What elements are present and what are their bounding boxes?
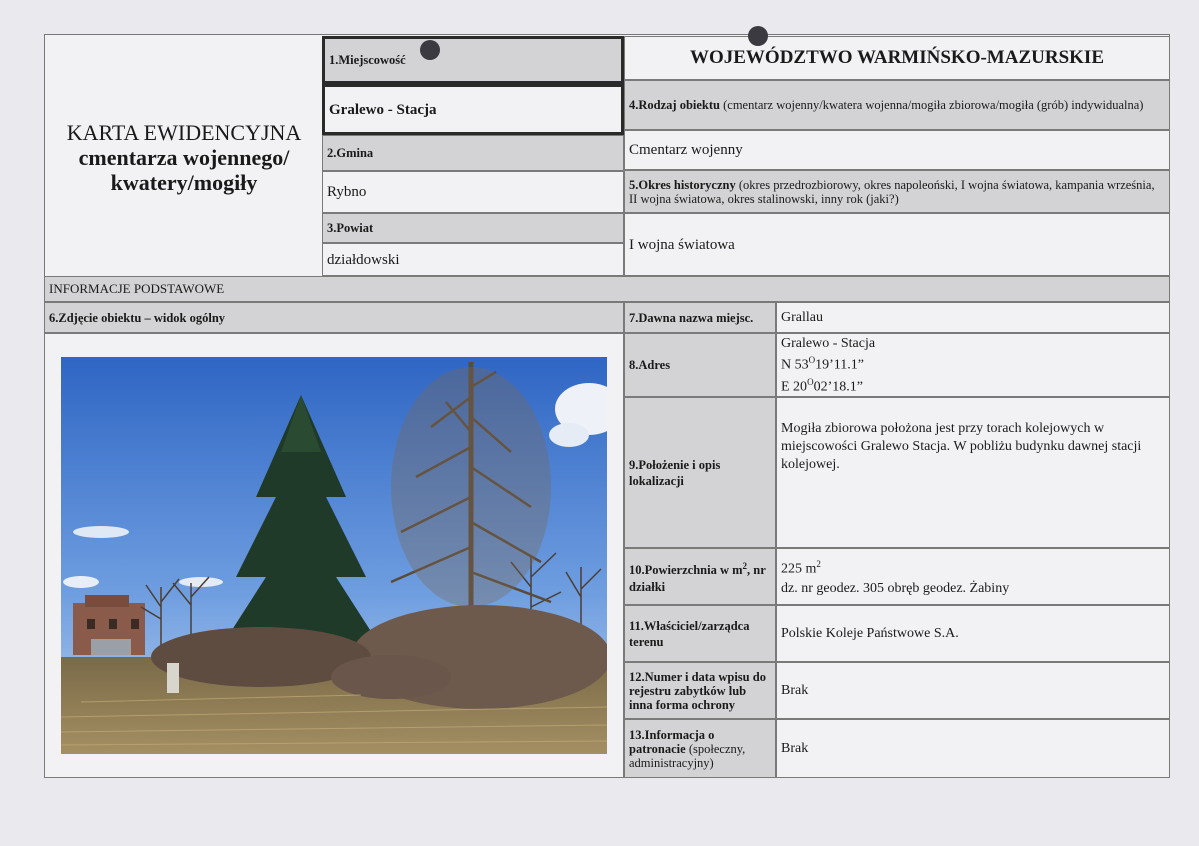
commune-value-cell bbox=[322, 171, 624, 213]
address-longitude-minutes: 02’18.1” bbox=[813, 379, 863, 395]
period-label: 5.Okres historyczny bbox=[629, 177, 736, 192]
district-value: działdowski bbox=[327, 251, 400, 268]
object-type-label-cell bbox=[624, 80, 1170, 130]
patronage-label: 13.Informacja o patronacie bbox=[629, 727, 715, 756]
photo-label-cell bbox=[44, 302, 624, 333]
area-value-cell bbox=[776, 548, 1170, 605]
locality-label-cell bbox=[322, 36, 624, 84]
basic-info-bar bbox=[44, 276, 1170, 302]
degree-mark-lon: O bbox=[807, 376, 814, 387]
location-label: 9.Położenie i opis lokalizacji bbox=[629, 457, 721, 488]
owner-value: Polskie Koleje Państwowe S.A. bbox=[781, 625, 959, 641]
patronage-label-cell bbox=[624, 719, 776, 778]
period-hint: (okres przedrozbiorowy, okres napoleoński, I wojna światowa, kampania września, II wojna światowa, okres stalinowski, inny rok (jaki?) bbox=[629, 177, 1155, 206]
area-label-main: 10.Powierzchnia w m bbox=[629, 563, 743, 578]
locality-value: Gralewo - Stacja bbox=[329, 101, 437, 118]
object-type-value-cell bbox=[624, 130, 1170, 170]
old-name-label: 7.Dawna nazwa miejsc. bbox=[629, 310, 754, 325]
object-type-label: 4.Rodzaj obiektu bbox=[629, 98, 720, 112]
area-value-superscript: 2 bbox=[816, 559, 821, 570]
registry-value: Brak bbox=[781, 682, 809, 698]
commune-label: 2.Gmina bbox=[327, 146, 374, 160]
voivodeship-title: WOJEWÓDZTWO WARMIŃSKO-MAZURSKIE bbox=[689, 47, 1104, 68]
area-label bbox=[629, 558, 771, 594]
period-value: I wojna światowa bbox=[629, 236, 735, 253]
basic-info-heading: INFORMACJE PODSTAWOWE bbox=[49, 281, 225, 296]
period-label-cell bbox=[624, 170, 1170, 213]
patronage-value-cell bbox=[776, 719, 1170, 778]
card-title-line2: cmentarza wojennego/ bbox=[78, 145, 290, 170]
parcel-value: dz. nr geodez. 305 obręb geodez. Żabiny bbox=[781, 580, 1010, 596]
patronage-hint: (społeczny, administracyjny) bbox=[629, 741, 746, 770]
locality-value-cell bbox=[322, 84, 624, 135]
punch-hole-left bbox=[420, 40, 440, 60]
address-label: 8.Adres bbox=[629, 358, 671, 372]
old-name-value-cell bbox=[776, 302, 1170, 333]
voivodeship-cell bbox=[624, 36, 1170, 80]
area-label-superscript: 2 bbox=[742, 561, 748, 572]
district-label: 3.Powiat bbox=[327, 221, 374, 235]
patronage-value: Brak bbox=[781, 740, 809, 756]
card-title-line1: KARTA EWIDENCYJNA bbox=[66, 120, 302, 145]
area-label-cell bbox=[624, 548, 776, 605]
object-photo bbox=[61, 357, 607, 754]
owner-label-cell bbox=[624, 605, 776, 662]
address-line1: Gralewo - Stacja bbox=[781, 335, 876, 351]
district-value-cell bbox=[322, 243, 624, 276]
owner-value-cell bbox=[776, 605, 1170, 662]
location-value-cell bbox=[776, 397, 1170, 548]
photo-label: 6.Zdjęcie obiektu – widok ogólny bbox=[49, 310, 226, 325]
address-line3 bbox=[781, 374, 863, 396]
owner-label: 11.Właściciel/zarządca terenu bbox=[629, 618, 750, 649]
address-longitude-degrees: E 20 bbox=[781, 379, 808, 395]
commune-value: Rybno bbox=[327, 184, 367, 200]
registry-label-cell bbox=[624, 662, 776, 719]
address-latitude-minutes: 19’11.1” bbox=[815, 357, 864, 373]
old-name-value: Grallau bbox=[781, 309, 823, 325]
period-value-cell bbox=[624, 213, 1170, 276]
location-value: Mogiła zbiorowa położona jest przy torach kolejowych w miejscowości Gralewo Stacja. W pobliżu budynku dawnej stacji kolejowej. bbox=[781, 421, 1142, 472]
object-type-hint: (cmentarz wojenny/kwatera wojenna/mogiła zbiorowa/mogiła (grób) indywidualna) bbox=[719, 98, 1144, 112]
address-label-cell bbox=[624, 333, 776, 397]
registry-label: 12.Numer i data wpisu do rejestru zabytków lub inna forma ochrony bbox=[629, 669, 766, 712]
area-label-suffix: , nr działki bbox=[629, 563, 766, 594]
commune-label-cell bbox=[322, 135, 624, 171]
location-label-cell bbox=[624, 397, 776, 548]
punch-hole-right bbox=[748, 26, 768, 46]
old-name-label-cell bbox=[624, 302, 776, 333]
registry-value-cell bbox=[776, 662, 1170, 719]
locality-label: 1.Miejscowość bbox=[329, 53, 406, 67]
address-value-cell bbox=[776, 333, 1170, 397]
card-title-line3: kwatery/mogiły bbox=[110, 170, 258, 195]
address-latitude-degrees: N 53 bbox=[781, 357, 809, 373]
area-value bbox=[781, 555, 821, 579]
degree-mark-lat: O bbox=[808, 354, 816, 365]
area-number: 225 m bbox=[781, 561, 817, 577]
district-label-cell bbox=[322, 213, 624, 243]
address-line2 bbox=[781, 352, 864, 374]
object-type-value: Cmentarz wojenny bbox=[629, 142, 743, 158]
cemetery-photo-image bbox=[61, 357, 607, 754]
card-title bbox=[46, 120, 322, 195]
